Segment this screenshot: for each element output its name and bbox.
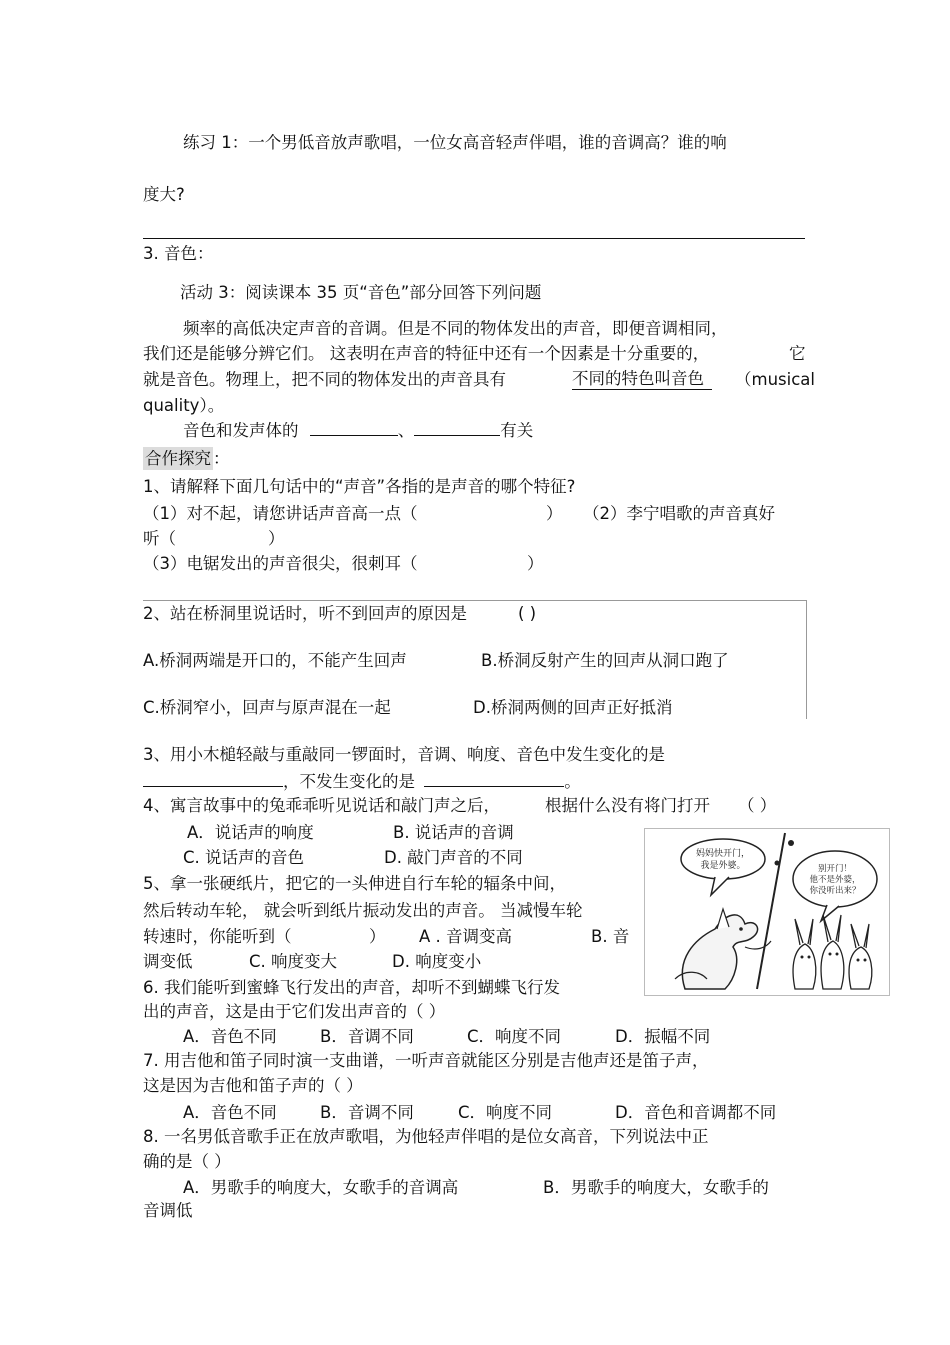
bubble-text-right-1: 别开门！ <box>817 864 853 874</box>
paragraph-line-end: （musical <box>735 370 815 389</box>
q8-option-b: B．男歌手的响度大，女歌手的 <box>543 1178 769 1197</box>
exercise-1-line1: 练习 1：一个男低音放声歌唱，一位女高音轻声伴唱，谁的音调高？谁的响 <box>183 133 727 152</box>
q1-item-2-cont: 听（ <box>143 529 176 548</box>
blank-field[interactable] <box>424 769 564 787</box>
bubble-text-right-3: 你没听出来？ <box>809 886 861 896</box>
bubble-text-left-1: 妈妈快开门， <box>695 849 751 859</box>
q7-line1: 7. 用吉他和笛子同时演一支曲谱，一听声音就能区分别是吉他声还是笛子声， <box>143 1051 709 1070</box>
answer-line <box>143 238 805 239</box>
q5-line3: 转速时，你能听到（ <box>143 927 292 946</box>
text-segment: 、 <box>397 421 415 440</box>
q2-paren: ( ) <box>518 604 537 623</box>
q1-item-2: （2）李宁唱歌的声音真好 <box>583 504 775 523</box>
q1-stem: 1、请解释下面几句话中的“声音”各指的是声音的哪个特征? <box>143 477 576 496</box>
bubble-text-left-2: 我是外婆。 <box>700 861 746 871</box>
blank-field[interactable] <box>310 418 398 436</box>
text-segment: 有关 <box>500 421 534 440</box>
q2-option-d: D.桥洞两侧的回声正好抵消 <box>473 698 673 717</box>
q7-option-c: C．响度不同 <box>458 1103 553 1122</box>
q4-option-c: C. 说话声的音色 <box>183 848 305 867</box>
paragraph-line-end: 它 <box>789 344 806 363</box>
q1-item-3-end: ） <box>527 554 544 573</box>
q7-option-d: D．音色和音调都不同 <box>615 1103 777 1122</box>
blank-field[interactable] <box>143 769 283 787</box>
q1-item-1-end: ） <box>546 504 563 523</box>
paragraph-line: quality）。 <box>143 396 225 415</box>
q1-item-3: （3）电锯发出的声音很尖，很刺耳（ <box>143 554 418 573</box>
coop-label: 合作探究 <box>145 449 211 468</box>
exercise-1-line2: 度大? <box>143 185 185 204</box>
coop-colon: ： <box>213 449 230 468</box>
q5-option-c: C. 响度变大 <box>249 952 338 971</box>
q8-line1: 8. 一名男低音歌手正在放声歌唱，为他轻声伴唱的是位女高音，下列说法中正 <box>143 1127 709 1146</box>
q5-option-d: D. 响度变小 <box>392 952 482 971</box>
q2-stem: 2、站在桥洞里说话时，听不到回声的原因是 <box>143 604 467 623</box>
bubble-text-right-2: 他不是外婆， <box>809 875 861 885</box>
fable-cartoon-image <box>644 828 890 996</box>
q5-option-a: A . 音调变高 <box>419 927 513 946</box>
q6-line2: 出的声音，这是由于它们发出声音的（ ） <box>143 1002 446 1021</box>
coop-heading <box>143 448 230 470</box>
text-segment: 。 <box>564 772 581 791</box>
q4-option-a: A．说话声的响度 <box>187 823 314 842</box>
q4-option-d: D. 敲门声音的不同 <box>384 848 523 867</box>
q5-option-b: B. 音 <box>591 927 630 946</box>
q5-line3-paren: ） <box>369 927 386 946</box>
q7-option-b: B．音调不同 <box>320 1103 414 1122</box>
section-heading-timbre: 3. 音色： <box>143 244 214 263</box>
paragraph-line: 频率的高低决定声音的音调。但是不同的物体发出的声音，即便音调相同， <box>183 319 728 338</box>
q6-option-a: A．音色不同 <box>183 1027 277 1046</box>
q4-option-b: B. 说话声的音调 <box>393 823 514 842</box>
q8-line2: 确的是（ ） <box>143 1152 231 1171</box>
q6-option-c: C．响度不同 <box>467 1027 562 1046</box>
q2-option-a: A.桥洞两端是开口的，不能产生回声 <box>143 651 407 670</box>
text-segment: ，不发生变化的是 <box>283 772 415 791</box>
q6-option-d: D．振幅不同 <box>615 1027 711 1046</box>
activity-3: 活动 3：阅读课本 35 页“音色”部分回答下列问题 <box>180 283 542 302</box>
q7-option-a: A．音色不同 <box>183 1103 277 1122</box>
timbre-related-line <box>183 418 533 442</box>
q3-line1: 3、用小木槌轻敲与重敲同一锣面时，音调、响度、音色中发生变化的是 <box>143 745 665 764</box>
cartoon-drawing <box>645 829 889 995</box>
q8-option-b-cont: 音调低 <box>143 1201 193 1220</box>
text-segment: 音色和发声体的 <box>183 421 299 440</box>
q2-option-b: B.桥洞反射产生的回声从洞口跑了 <box>481 651 729 670</box>
q1-item-2-end: ） <box>268 529 285 548</box>
q1-item-1: （1）对不起，请您讲话声音高一点（ <box>143 504 418 523</box>
q4-stem: 4、寓言故事中的兔乖乖听见说话和敲门声之后， <box>143 796 500 815</box>
q5-line2: 然后转动车轮， 就会听到纸片振动发出的声音。 当减慢车轮 <box>143 901 583 920</box>
paragraph-line: 就是音色。物理上，把不同的物体发出的声音具有 <box>143 370 506 389</box>
paragraph-line: 我们还是能够分辨它们。 这表明在声音的特征中还有一个因素是十分重要的， <box>143 344 710 363</box>
q2-option-c: C.桥洞窄小，回声与原声混在一起 <box>143 698 391 717</box>
q5-line1: 5、拿一张硬纸片，把它的一头伸进自行车轮的辐条中间， <box>143 874 566 893</box>
filled-answer: 不同的特色叫音色 <box>572 369 712 390</box>
q5-option-b-cont: 调变低 <box>143 952 193 971</box>
q3-line2 <box>143 769 581 793</box>
q6-line1: 6. 我们能听到蜜蜂飞行发出的声音，却听不到蝴蝶飞行发 <box>143 978 560 997</box>
q6-option-b: B．音调不同 <box>320 1027 414 1046</box>
blank-field[interactable] <box>414 418 500 436</box>
q4-stem-2: 根据什么没有将门打开 <box>545 796 710 815</box>
q8-option-a: A．男歌手的响度大，女歌手的音调高 <box>183 1178 459 1197</box>
q7-line2: 这是因为吉他和笛子声的（ ） <box>143 1076 363 1095</box>
q4-paren: （ ） <box>738 796 777 815</box>
